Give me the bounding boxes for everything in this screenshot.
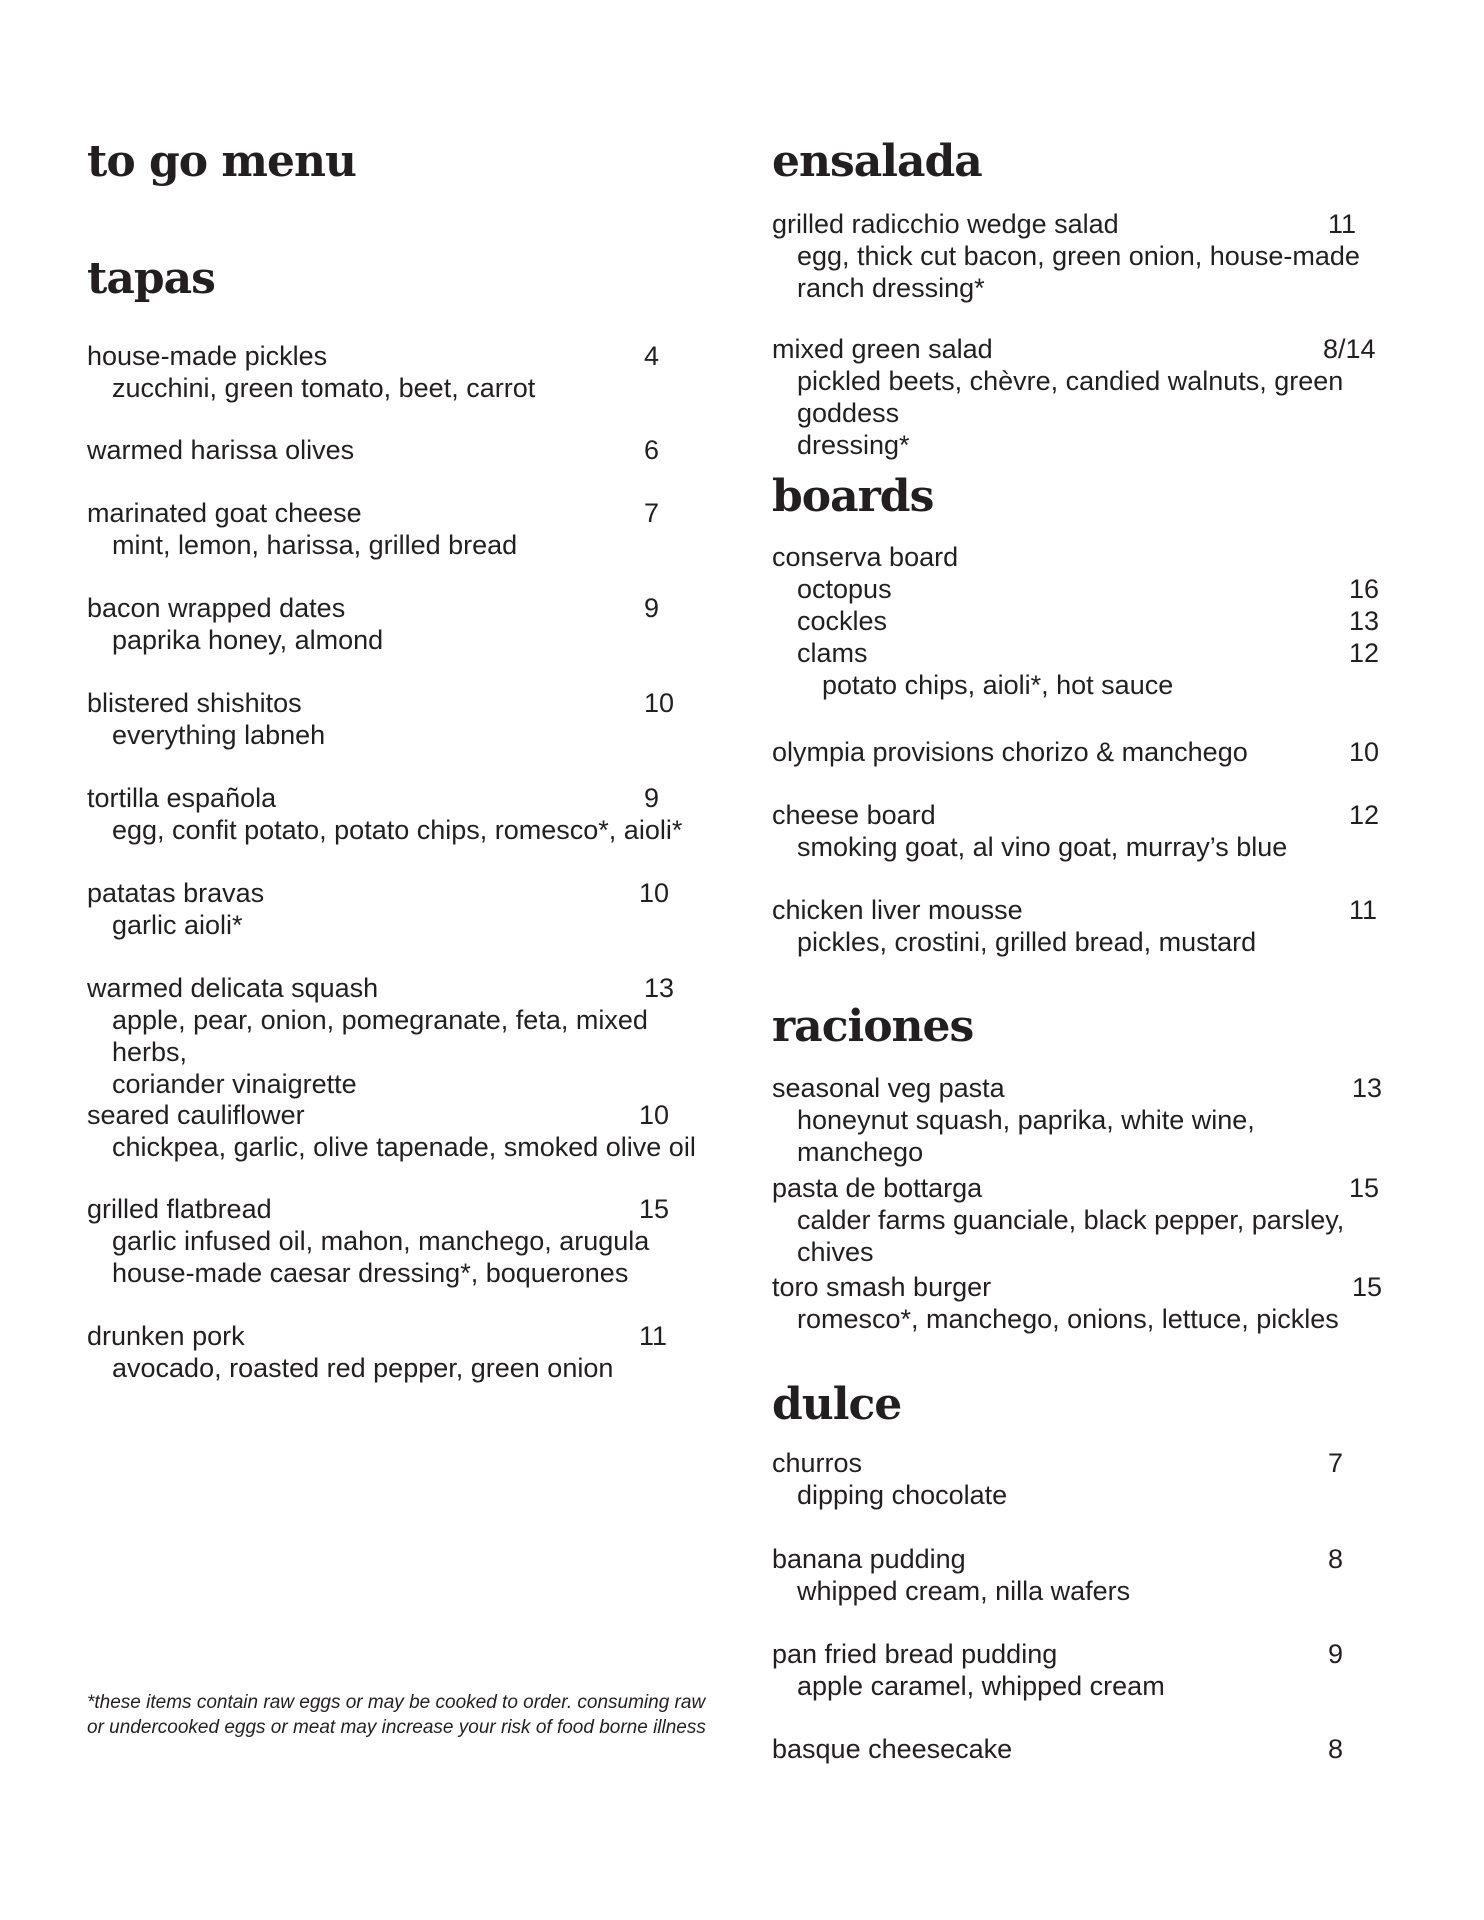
item-description: pickled beets, chèvre, candied walnuts, green goddess — [797, 366, 1344, 428]
conserva-board — [772, 541, 1380, 701]
item-price: 11 — [1349, 895, 1378, 925]
item-description: potato chips, aioli*, hot sauce — [822, 670, 1174, 700]
item-price: 10 — [644, 688, 675, 718]
item-description: dipping chocolate — [797, 1480, 1008, 1510]
board-option — [772, 605, 1380, 637]
item-price: 10 — [1349, 737, 1380, 767]
item-name: pasta de bottarga — [772, 1173, 983, 1203]
item-name: basque cheesecake — [772, 1734, 1013, 1764]
section-heading-raciones: raciones — [772, 1001, 974, 1052]
item-description: coriander vinaigrette — [112, 1069, 357, 1099]
item-name: churros — [772, 1448, 863, 1478]
item-price: 8 — [1328, 1544, 1344, 1574]
item-price: 12 — [1349, 800, 1380, 830]
item-description: romesco*, manchego, onions, lettuce, pickles — [797, 1304, 1339, 1334]
menu-item — [87, 1320, 613, 1384]
item-description: whipped cream, nilla wafers — [797, 1576, 1131, 1606]
menu-item — [87, 877, 264, 941]
item-description: chickpea, garlic, olive tapenade, smoked olive oil — [112, 1132, 696, 1162]
item-name: olympia provisions chorizo & manchego — [772, 737, 1248, 767]
option-price: 16 — [1349, 574, 1380, 604]
item-name: patatas bravas — [87, 878, 265, 908]
item-price: 9 — [1328, 1639, 1344, 1669]
item-description: egg, thick cut bacon, green onion, house-made — [797, 241, 1360, 271]
item-description: honeynut squash, paprika, white wine, manchego — [797, 1105, 1255, 1167]
item-description: pickles, crostini, grilled bread, mustard — [797, 927, 1257, 957]
menu-item — [87, 687, 325, 751]
item-price: 15 — [1349, 1173, 1380, 1203]
menu-item — [772, 1543, 1130, 1607]
item-description: mint, lemon, harissa, grilled bread — [112, 530, 518, 560]
menu-item — [772, 1072, 1372, 1168]
menu-item — [772, 1733, 1012, 1765]
section-heading-dulce: dulce — [772, 1379, 902, 1430]
item-price: 4 — [644, 341, 660, 371]
menu-item — [87, 782, 682, 846]
menu-item — [87, 434, 354, 466]
item-description: paprika honey, almond — [112, 625, 384, 655]
item-price: 11 — [639, 1321, 668, 1351]
item-description: apple, pear, onion, pomegranate, feta, mixed herbs, — [112, 1005, 648, 1067]
item-price: 9 — [644, 783, 660, 813]
menu-item — [87, 497, 517, 561]
menu-item — [772, 1172, 1372, 1268]
item-description: house-made caesar dressing*, boquerones — [112, 1258, 629, 1288]
menu-item — [87, 592, 383, 656]
item-name: bacon wrapped dates — [87, 593, 346, 623]
item-name: grilled radicchio wedge salad — [772, 209, 1119, 239]
item-description: zucchini, green tomato, beet, carrot — [112, 373, 536, 403]
item-name: tortilla española — [87, 783, 277, 813]
item-price: 10 — [639, 878, 670, 908]
item-name: house-made pickles — [87, 341, 328, 371]
menu-item — [772, 736, 1248, 768]
item-description: ranch dressing* — [797, 273, 985, 303]
item-description: garlic infused oil, mahon, manchego, arugula — [112, 1226, 650, 1256]
item-description: everything labneh — [112, 720, 326, 750]
item-description: calder farms guanciale, black pepper, parsley, chives — [797, 1205, 1345, 1267]
item-name: cheese board — [772, 800, 936, 830]
item-name: drunken pork — [87, 1321, 245, 1351]
item-price: 11 — [1328, 209, 1357, 239]
board-option — [772, 637, 1380, 669]
option-price: 12 — [1349, 638, 1380, 668]
item-description: avocado, roasted red pepper, green onion — [112, 1353, 614, 1383]
section-heading-boards: boards — [772, 471, 934, 522]
menu-item — [87, 972, 707, 1100]
option-name: cockles — [797, 606, 888, 636]
menu-item — [772, 1447, 1007, 1511]
section-heading-ensalada: ensalada — [772, 136, 982, 187]
item-description: dressing* — [797, 430, 910, 460]
item-price: 13 — [1352, 1073, 1383, 1103]
item-name: warmed delicata squash — [87, 973, 379, 1003]
menu-item — [87, 1099, 696, 1163]
board-option — [772, 573, 1380, 605]
menu-item — [772, 333, 1372, 461]
item-price: 8/14 — [1323, 334, 1376, 364]
item-name: chicken liver mousse — [772, 895, 1023, 925]
item-name: seared cauliflower — [87, 1100, 305, 1130]
item-price: 7 — [644, 498, 660, 528]
menu-item — [772, 1638, 1165, 1702]
option-name: clams — [797, 638, 868, 668]
item-name: pan fried bread pudding — [772, 1639, 1058, 1669]
item-description: smoking goat, al vino goat, murray’s blue — [797, 832, 1288, 862]
menu-item — [87, 340, 535, 404]
item-name: blistered shishitos — [87, 688, 302, 718]
item-name: grilled flatbread — [87, 1194, 272, 1224]
item-name: toro smash burger — [772, 1272, 992, 1302]
item-price: 13 — [644, 973, 675, 1003]
item-price: 10 — [639, 1100, 670, 1130]
allergen-footnote: *these items contain raw eggs or may be cooked to order. consuming raw or undercooked eggs or meat may increase your risk of food borne illness — [87, 1692, 706, 1738]
item-name: mixed green salad — [772, 334, 993, 364]
menu-item — [772, 208, 1360, 304]
item-name: warmed harissa olives — [87, 435, 355, 465]
item-price: 6 — [644, 435, 660, 465]
item-description: egg, confit potato, potato chips, romesco*, aioli* — [112, 815, 683, 845]
item-name: seasonal veg pasta — [772, 1073, 1005, 1103]
option-name: octopus — [797, 574, 892, 604]
section-heading-tapas: tapas — [87, 253, 215, 304]
item-price: 7 — [1328, 1448, 1344, 1478]
item-price: 8 — [1328, 1734, 1344, 1764]
option-price: 13 — [1349, 606, 1380, 636]
item-name: banana pudding — [772, 1544, 966, 1574]
item-description: garlic aioli* — [112, 910, 243, 940]
item-name: conserva board — [772, 542, 959, 572]
item-name: marinated goat cheese — [87, 498, 362, 528]
menu-item — [772, 894, 1256, 958]
item-price: 15 — [1352, 1272, 1383, 1302]
item-price: 15 — [639, 1194, 670, 1224]
menu-title: to go menu — [87, 136, 356, 187]
item-description: apple caramel, whipped cream — [797, 1671, 1165, 1701]
item-price: 9 — [644, 593, 660, 623]
menu-item — [772, 1271, 1339, 1335]
menu-item — [772, 799, 1287, 863]
menu-item — [87, 1193, 649, 1289]
